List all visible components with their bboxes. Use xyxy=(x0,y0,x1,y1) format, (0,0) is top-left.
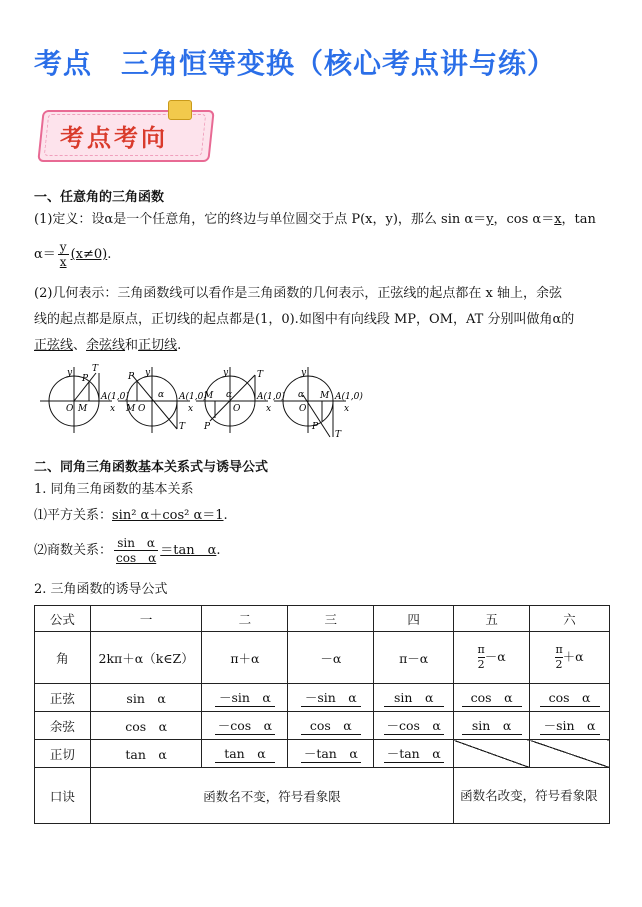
table-row-cosine xyxy=(35,712,610,740)
svg-text:x: x xyxy=(110,404,116,414)
svg-text:M: M xyxy=(320,391,330,401)
table-cell: cos α xyxy=(454,684,530,712)
svg-text:x: x xyxy=(188,404,194,414)
svg-text:y: y xyxy=(67,368,73,378)
header-cell: 五 xyxy=(454,606,530,632)
table-row-angle xyxy=(35,632,610,684)
definition-line2: α＝ $\frac{y}{x}$ (x≠0). xyxy=(34,240,112,269)
svg-text:y: y xyxy=(301,368,307,378)
geometry-line3: 正弦线、余弦线和正切线. xyxy=(34,338,182,353)
table-cell: －sin α xyxy=(202,684,288,712)
svg-text:T: T xyxy=(335,430,342,440)
table-cell: cos α xyxy=(530,684,610,712)
induction-formula-table xyxy=(34,605,610,824)
section-banner xyxy=(40,100,210,164)
svg-text:P: P xyxy=(312,422,319,432)
table-cell: －tan α xyxy=(288,740,374,768)
row-label: 角 xyxy=(35,632,91,684)
row-label: 正切 xyxy=(35,740,91,768)
table-row-mnemonic xyxy=(35,768,610,824)
paperclip-icon xyxy=(168,100,192,120)
table-cell: π＋α xyxy=(202,632,288,684)
svg-text:A(1,0): A(1,0) xyxy=(257,392,285,402)
square-formula: sin² α＋cos² α＝1 xyxy=(112,508,224,523)
svg-text:T: T xyxy=(179,422,186,432)
header-cell: 公式 xyxy=(35,606,91,632)
quotient-fraction: $\frac{\text{sin α}}{\text{cos α}}$ xyxy=(116,536,157,565)
geometry-line1: (2)几何表示：三角函数线可以看作是三角函数的几何表示，正弦线的起点都在 x 轴上，余弦 xyxy=(34,286,563,301)
tan-fraction: $\frac{y}{x}$ xyxy=(59,240,67,269)
row-label: 口诀 xyxy=(35,768,91,824)
row-label: 正弦 xyxy=(35,684,91,712)
svg-text:O: O xyxy=(66,404,74,414)
table-cell: $\frac{\pi}{2}$ －α xyxy=(454,632,530,684)
cosine-line-term: 余弦线 xyxy=(86,338,126,353)
table-cell: cos α xyxy=(288,712,374,740)
table-cell: π－α xyxy=(374,632,454,684)
sine-line-term: 正弦线 xyxy=(34,338,74,353)
header-cell: 二 xyxy=(202,606,288,632)
basic-relations-subtitle: 1. 同角三角函数的基本关系 xyxy=(34,482,194,497)
svg-text:O: O xyxy=(299,404,307,414)
svg-text:P: P xyxy=(204,422,211,432)
geometry-line2: 线的起点都是原点，正切线的起点都是(1，0).如图中有向线段 MP，OM，AT 分别叫做角α的 xyxy=(34,312,575,327)
table-cell: tan α xyxy=(90,740,202,768)
header-cell: 三 xyxy=(288,606,374,632)
mnemonic-left: 函数名不变，符号看象限 xyxy=(90,768,453,824)
table-cell: －sin α xyxy=(530,712,610,740)
table-cell: sin α xyxy=(454,712,530,740)
table-cell: －cos α xyxy=(202,712,288,740)
empty-cell xyxy=(454,740,530,768)
diagram-3 xyxy=(196,367,285,433)
table-cell: －α xyxy=(288,632,374,684)
svg-text:P: P xyxy=(82,374,89,384)
svg-text:α: α xyxy=(158,390,165,400)
svg-text:x: x xyxy=(266,404,272,414)
table-cell: 2kπ＋α（k∈Z） xyxy=(90,632,202,684)
table-cell: tan α xyxy=(202,740,288,768)
section2-heading: 二、同角三角函数基本关系式与诱导公式 xyxy=(34,460,269,475)
table-cell: －tan α xyxy=(374,740,454,768)
table-row-tangent xyxy=(35,740,610,768)
square-relation: ⑴平方关系：sin² α＋cos² α＝1. xyxy=(34,508,228,523)
unit-circle-diagrams xyxy=(34,364,363,440)
tangent-line-term: 正切线 xyxy=(138,338,178,353)
quotient-relation: ⑵商数关系： $\frac{\text{sin α}}{\text{cos α}}$ ＝tan α. xyxy=(34,536,221,565)
header-cell: 一 xyxy=(90,606,202,632)
svg-text:O: O xyxy=(138,404,146,414)
svg-text:α: α xyxy=(298,390,305,400)
table-cell: －cos α xyxy=(374,712,454,740)
svg-text:T: T xyxy=(257,370,264,380)
svg-text:O: O xyxy=(233,404,241,414)
table-header-row xyxy=(35,606,610,632)
header-cell: 四 xyxy=(374,606,454,632)
svg-text:A(1,0): A(1,0) xyxy=(101,392,129,402)
row-label: 余弦 xyxy=(35,712,91,740)
svg-text:y: y xyxy=(145,368,151,378)
header-cell: 六 xyxy=(530,606,610,632)
table-cell: cos α xyxy=(90,712,202,740)
table-cell: －sin α xyxy=(288,684,374,712)
definition-line1: (1)定义：设α是一个任意角，它的终边与单位圆交于点 P(x，y)，那么 sin α＝y，cos α＝x，tan xyxy=(34,212,596,227)
svg-text:T: T xyxy=(92,364,99,374)
induction-subtitle: 2. 三角函数的诱导公式 xyxy=(34,582,168,597)
table-cell: $\frac{\pi}{2}$ ＋α xyxy=(530,632,610,684)
svg-text:A(1,0): A(1,0) xyxy=(179,392,207,402)
svg-text:y: y xyxy=(223,368,229,378)
svg-text:P: P xyxy=(128,372,135,382)
empty-cell xyxy=(530,740,610,768)
svg-text:A(1,0): A(1,0) xyxy=(335,392,363,402)
table-cell: sin α xyxy=(374,684,454,712)
mnemonic-right: 函数名改变，符号看象限 xyxy=(454,768,610,824)
svg-text:M: M xyxy=(204,391,214,401)
svg-text:M: M xyxy=(126,404,136,414)
page-title: 考点 三角恒等变换（核心考点讲与练） xyxy=(34,47,557,80)
svg-text:α: α xyxy=(226,390,233,400)
banner-text: 考点考向 xyxy=(60,124,168,152)
section1-heading: 一、任意角的三角函数 xyxy=(34,190,165,205)
table-row-sine xyxy=(35,684,610,712)
svg-text:x: x xyxy=(344,404,350,414)
diagram-2 xyxy=(118,367,207,433)
diagram-1 xyxy=(40,364,129,433)
diagram-4 xyxy=(274,367,363,440)
table-cell: sin α xyxy=(90,684,202,712)
svg-text:M: M xyxy=(78,404,88,414)
